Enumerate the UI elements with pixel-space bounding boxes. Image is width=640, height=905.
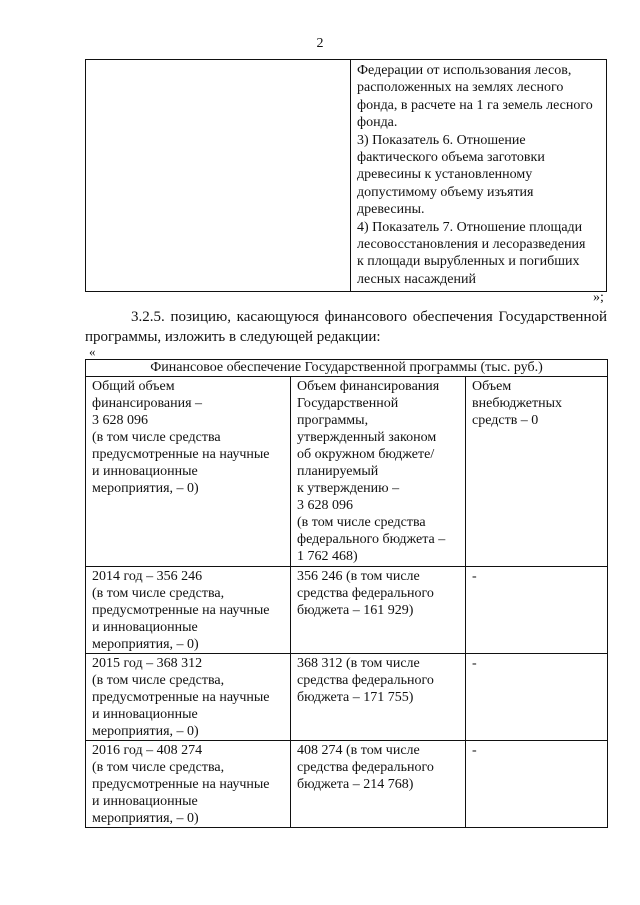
opening-quote: « <box>89 344 96 359</box>
indicator-text-line: древесины к установленному <box>357 167 533 183</box>
header-program-cell: Объем финансирования Государственной программы, утвержденный законом об окружном бюджете/ планируемый к утверждению – 3 628 096 (в том числе средства федерального бюджета – 1 762 468) <box>291 377 466 567</box>
year-program-cell: 356 246 (в том числе средства федерального бюджета – 161 929) <box>291 567 466 654</box>
financing-table <box>85 359 608 828</box>
indicator-text-line: фактического объема заготовки <box>357 150 545 166</box>
amendment-paragraph <box>85 307 607 347</box>
year-extrabudget-cell: - <box>466 741 608 828</box>
year-extrabudget-cell: - <box>466 567 608 654</box>
continuation-table <box>85 59 607 292</box>
amendment-paragraph-text: 3.2.5. позицию, касающуюся финансового обеспечения Государственной программы, изложить в следующей редакции: <box>85 309 607 345</box>
indicator-text-line: к площади вырубленных и погибших <box>357 254 580 270</box>
indicator-text-line: фонда, в расчете на 1 га земель лесного <box>357 97 593 113</box>
continuation-right-cell <box>351 60 606 291</box>
table-row <box>86 567 608 654</box>
indicator-text-line: 4) Показатель 7. Отношение площади <box>357 219 583 235</box>
indicator-text-line: 3) Показатель 6. Отношение <box>357 132 526 148</box>
table-row <box>86 741 608 828</box>
year-extrabudget-cell: - <box>466 654 608 741</box>
year-program-cell: 408 274 (в том числе средства федерального бюджета – 214 768) <box>291 741 466 828</box>
page-number: 2 <box>316 36 324 51</box>
closing-quote: »; <box>593 290 604 305</box>
year-total-cell: 2016 год – 408 274 (в том числе средства, предусмотренные на научные и инновационные мероприятия, – 0) <box>86 741 291 828</box>
financing-table-caption: Финансовое обеспечение Государственной программы (тыс. руб.) <box>86 360 608 377</box>
indicator-text-line: лесных насаждений <box>357 271 476 287</box>
year-total-cell: 2015 год – 368 312 (в том числе средства, предусмотренные на научные и инновационные мероприятия, – 0) <box>86 654 291 741</box>
indicator-text-line: лесовосстановления и лесоразведения <box>357 237 586 253</box>
table-row <box>86 654 608 741</box>
header-extrabudget-cell: Объем внебюджетных средств – 0 <box>466 377 608 567</box>
year-program-cell: 368 312 (в том числе средства федерального бюджета – 171 755) <box>291 654 466 741</box>
indicator-text-line: древесины. <box>357 202 425 218</box>
continuation-left-cell <box>86 60 351 291</box>
header-total-cell: Общий объем финансирования – 3 628 096 (в том числе средства предусмотренные на научные и инновационные мероприятия, – 0) <box>86 377 291 567</box>
indicator-text-line: расположенных на землях лесного <box>357 80 564 96</box>
indicator-text-line: фонда. <box>357 115 398 131</box>
indicator-text-line: допустимому объему изъятия <box>357 184 534 200</box>
year-total-cell: 2014 год – 356 246 (в том числе средства, предусмотренные на научные и инновационные мероприятия, – 0) <box>86 567 291 654</box>
indicator-text-line: Федерации от использования лесов, <box>357 63 572 78</box>
